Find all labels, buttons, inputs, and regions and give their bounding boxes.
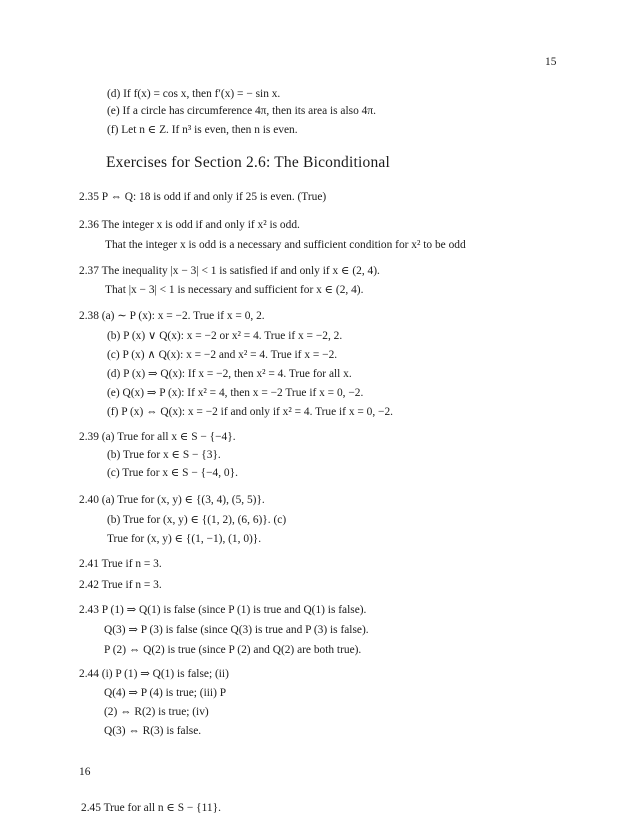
answer-2-40-a: 2.40 (a) True for (x, y) ∈ {(3, 4), (5, 5)}. [79, 494, 265, 506]
answer-2-42: 2.42 True if n = 3. [79, 579, 162, 591]
page-number-top: 15 [545, 56, 557, 68]
answer-2-39-a: 2.39 (a) True for all x ∈ S − {−4}. [79, 431, 236, 443]
answer-2-39-c: (c) True for x ∈ S − {−4, 0}. [107, 467, 238, 479]
answer-2-35: 2.35 P ⇔ Q: 18 is odd if and only if 25 is even. (True) [79, 191, 327, 203]
answer-2-44-line3: (2) ⇔ R(2) is true; (iv) [104, 706, 209, 718]
answer-2-45: 2.45 True for all n ∈ S − {11}. [81, 802, 221, 814]
answer-2-38-c: (c) P (x) ∧ Q(x): x = −2 and x² = 4. True if x = −2. [107, 349, 338, 361]
answer-2-43-line2: Q(3) ⇒ P (3) is false (since Q(3) is true and P (3) is false). [104, 624, 369, 636]
answer-2-38-d: (d) P (x) ⇒ Q(x): If x = −2, then x² = 4. True for all x. [107, 368, 352, 380]
answer-2-38-b: (b) P (x) ∨ Q(x): x = −2 or x² = 4. True if x = −2, 2. [107, 330, 343, 342]
page-number-bottom: 16 [79, 766, 91, 778]
answer-2-40-c: True for (x, y) ∈ {(1, −1), (1, 0)}. [107, 533, 262, 545]
answer-2-37-cont: That |x − 3| < 1 is necessary and sufficient for x ∈ (2, 4). [105, 284, 364, 296]
answer-2-44-line4: Q(3) ⇔ R(3) is false. [104, 725, 202, 737]
section-heading: Exercises for Section 2.6: The Biconditional [106, 154, 391, 171]
answer-2-40-b: (b) True for (x, y) ∈ {(1, 2), (6, 6)}. (c) [107, 514, 287, 526]
exercise-item-e: (e) If a circle has circumference 4π, then its area is also 4π. [107, 105, 376, 117]
answer-2-37: 2.37 The inequality |x − 3| < 1 is satisfied if and only if x ∈ (2, 4). [79, 265, 380, 277]
answer-2-36-cont: That the integer x is odd is a necessary and sufficient condition for x² to be odd [105, 239, 466, 251]
answer-2-38-a: 2.38 (a) ∼ P (x): x = −2. True if x = 0, 2. [79, 310, 265, 322]
answer-2-38-f: (f) P (x) ⇔ Q(x): x = −2 if and only if x² = 4. True if x = 0, −2. [107, 406, 393, 418]
answer-2-44-line2: Q(4) ⇒ P (4) is true; (iii) P [104, 687, 227, 699]
answer-2-43-line3: P (2) ⇔ Q(2) is true (since P (2) and Q(2) are both true). [104, 644, 362, 656]
answer-2-41: 2.41 True if n = 3. [79, 558, 162, 570]
exercise-item-d: (d) If f(x) = cos x, then f′(x) = − sin x. [107, 88, 281, 100]
answer-2-43-line1: 2.43 P (1) ⇒ Q(1) is false (since P (1) is true and Q(1) is false). [79, 604, 367, 616]
answer-2-36: 2.36 The integer x is odd if and only if x² is odd. [79, 219, 300, 231]
answer-2-44-line1: 2.44 (i) P (1) ⇒ Q(1) is false; (ii) [79, 668, 229, 680]
answer-2-38-e: (e) Q(x) ⇒ P (x): If x² = 4, then x = −2 True if x = 0, −2. [107, 387, 364, 399]
exercise-item-f: (f) Let n ∈ Z. If n³ is even, then n is even. [107, 124, 298, 136]
answer-2-39-b: (b) True for x ∈ S − {3}. [107, 449, 221, 461]
